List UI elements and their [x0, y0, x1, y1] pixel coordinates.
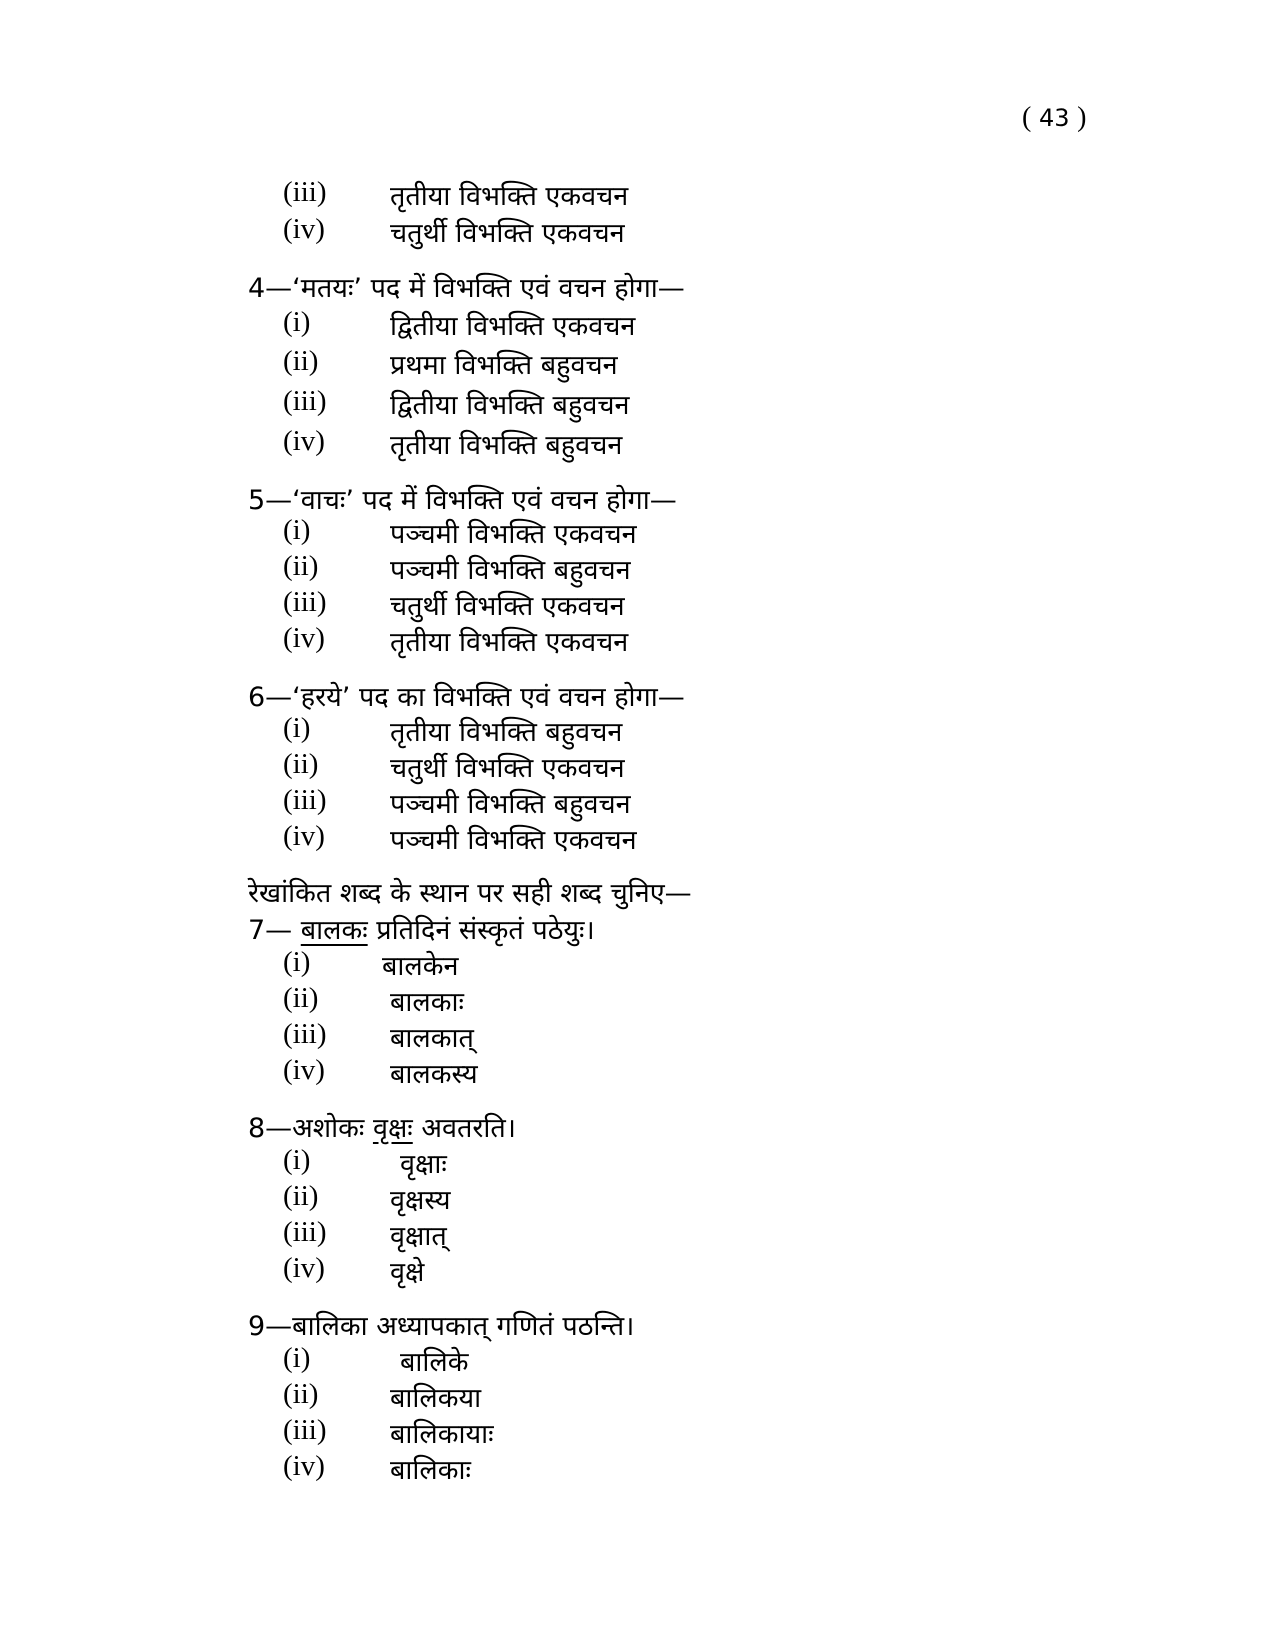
option-numeral: (iii) [283, 385, 327, 417]
option-text: बालिके [400, 1347, 469, 1378]
option-text: पञ्चमी विभक्ति बहुवचन [390, 555, 631, 586]
option-text: तृतीया विभक्ति बहुवचन [390, 717, 623, 748]
section-instruction: रेखांकित शब्द के स्थान पर सही शब्द चुनिए— [248, 878, 692, 909]
option-numeral: (iv) [283, 1054, 325, 1086]
option-numeral: (iii) [283, 1018, 327, 1050]
option-numeral: (i) [283, 946, 311, 978]
option-numeral: (iii) [283, 586, 327, 618]
option-text: बालिकया [390, 1383, 482, 1414]
option-numeral: (i) [283, 712, 311, 744]
option-text: द्वितीया विभक्ति एकवचन [390, 311, 636, 342]
option-numeral: (i) [283, 1144, 311, 1176]
option-text: तृतीया विभक्ति एकवचन [390, 627, 629, 658]
open-paren: ( [1022, 102, 1032, 133]
option-text: पञ्चमी विभक्ति एकवचन [390, 825, 637, 856]
option-text: पञ्चमी विभक्ति बहुवचन [390, 789, 631, 820]
option-text: तृतीया विभक्ति बहुवचन [390, 430, 623, 461]
option-numeral: (ii) [283, 345, 319, 377]
question-text: 9—बालिका अध्यापकात् गणितं पठन्ति। [248, 1311, 635, 1342]
option-numeral: (iv) [283, 213, 325, 245]
option-numeral: (i) [283, 1342, 311, 1374]
option-numeral: (ii) [283, 982, 319, 1014]
option-numeral: (i) [283, 306, 311, 338]
option-numeral: (iii) [283, 1216, 327, 1248]
option-text: बालकेन [382, 951, 459, 982]
option-text: चतुर्थी विभक्ति एकवचन [390, 753, 625, 784]
question-suffix: अवतरति। [412, 1113, 517, 1144]
option-text: वृक्षस्य [390, 1185, 451, 1216]
question-text: 4—‘मतयः’ पद में विभक्ति एवं वचन होगा— [248, 273, 685, 304]
option-text: वृक्षे [390, 1257, 425, 1288]
option-numeral: (iii) [283, 784, 327, 816]
option-text: बालकाः [390, 987, 464, 1018]
option-text: वृक्षात् [390, 1221, 447, 1252]
option-text: बालिकाः [390, 1455, 471, 1486]
option-text: बालकात् [390, 1023, 474, 1054]
close-paren: ) [1077, 102, 1087, 133]
option-text: बालकस्य [390, 1059, 478, 1090]
option-numeral: (ii) [283, 1378, 319, 1410]
question-suffix: प्रतिदिनं संस्कृतं पठेयुः। [367, 915, 595, 946]
question-text: 6—‘हरये’ पद का विभक्ति एवं वचन होगा— [248, 682, 685, 713]
option-numeral: (iv) [283, 622, 325, 654]
option-text: बालिकायाः [390, 1419, 494, 1450]
option-numeral: (ii) [283, 1180, 319, 1212]
option-numeral: (iii) [283, 1414, 327, 1446]
option-numeral: (ii) [283, 748, 319, 780]
question-text [248, 910, 595, 947]
option-text: पञ्चमी विभक्ति एकवचन [390, 519, 637, 550]
page-number-value: 43 [1038, 104, 1070, 132]
option-text: चतुर्थी विभक्ति एकवचन [390, 218, 625, 249]
option-numeral: (iv) [283, 820, 325, 852]
underlined-word: वृक्षः [372, 1113, 413, 1144]
option-numeral: (i) [283, 514, 311, 546]
option-text: वृक्षाः [400, 1149, 447, 1180]
option-text: चतुर्थी विभक्ति एकवचन [390, 591, 625, 622]
option-numeral: (ii) [283, 550, 319, 582]
option-numeral: (iv) [283, 1252, 325, 1284]
underlined-word: बालकः [300, 915, 368, 946]
option-text: प्रथमा विभक्ति बहुवचन [390, 350, 618, 381]
option-text: तृतीया विभक्ति एकवचन [390, 181, 629, 212]
option-numeral: (iv) [283, 425, 325, 457]
question-text: 5—‘वाचः’ पद में विभक्ति एवं वचन होगा— [248, 485, 677, 516]
option-numeral: (iv) [283, 1450, 325, 1482]
question-prefix: 8—अशोकः [248, 1113, 373, 1144]
question-text [248, 1108, 516, 1145]
page-number [1022, 102, 1086, 134]
option-numeral: (iii) [283, 176, 327, 208]
question-prefix: 7— [248, 915, 301, 946]
option-text: द्वितीया विभक्ति बहुवचन [390, 390, 630, 421]
